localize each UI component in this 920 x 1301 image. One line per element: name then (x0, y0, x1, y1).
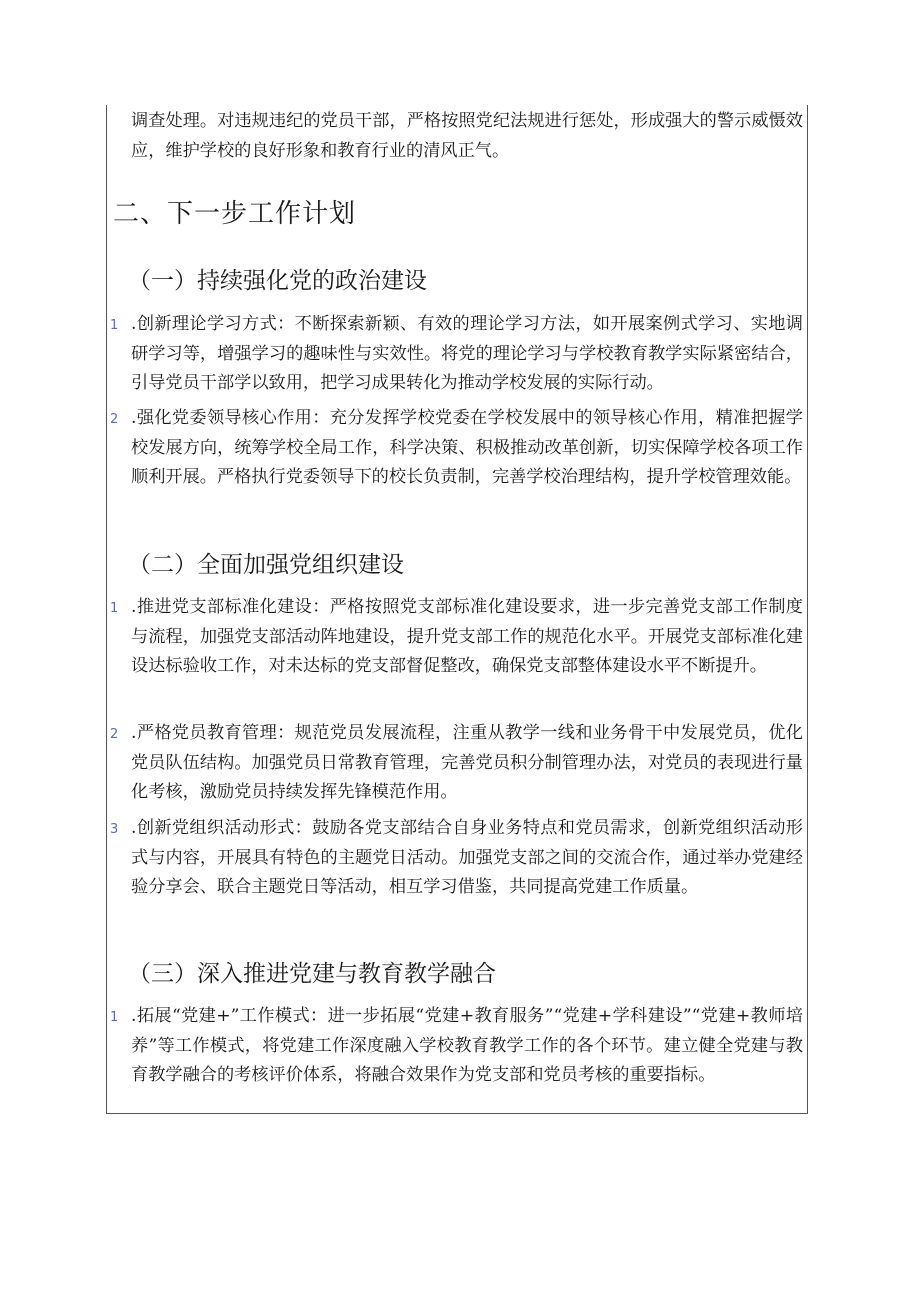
list-item: .严格党员教育管理：规范党员发展流程，注重从教学一线和业务骨干中发展党员，优化党员队伍结构。加强党员日常教育管理，完善党员积分制管理办法，对党员的表现进行量化考核，激励党员持续发挥先锋模范作用。 (131, 723, 803, 802)
item-number: 1 (110, 1010, 119, 1025)
top-paragraph: 调查处理。对违规违纪的党员干部，严格按照党纪法规进行惩处，形成强大的警示威慑效应，维护学校的良好形象和教育行业的清风正气。 (131, 111, 803, 161)
item-number: 1 (110, 318, 119, 333)
section-title: 二、下一步工作计划 (113, 199, 357, 229)
subsection-title-3: （三）深入推进党建与教育教学融合 (128, 961, 496, 987)
list-item: .推进党支部标准化建设：严格按照党支部标准化建设要求，进一步完善党支部工作制度与流程，加强党支部活动阵地建设，提升党支部工作的规范化水平。开展党支部标准化建设达标验收工作，对未达标的党支部督促整改，确保党支部整体建设水平不断提升。 (131, 597, 803, 676)
item-number: 3 (110, 822, 119, 837)
subsection-title-2: （二）全面加强党组织建设 (128, 552, 404, 578)
item-number: 2 (110, 727, 119, 742)
list-item: .强化党委领导核心作用：充分发挥学校党委在学校发展中的领导核心作用，精准把握学校发展方向，统筹学校全局工作，科学决策、积极推动改革创新，切实保障学校各项工作顺利开展。严格执行党委领导下的校长负责制，完善学校治理结构，提升学校管理效能。 (131, 408, 803, 487)
list-item: .拓展“党建+”工作模式：进一步拓展“党建+教育服务”“党建+学科建设”“党建+教师培养”等工作模式，将党建工作深度融入学校教育教学工作的各个环节。建立健全党建与教育教学融合的考核评价体系，将融合效果作为党支部和党员考核的重要指标。 (131, 1006, 803, 1085)
list-item: .创新理论学习方式：不断探索新颖、有效的理论学习方法，如开展案例式学习、实地调研学习等，增强学习的趣味性与实效性。将党的理论学习与学校教育教学实际紧密结合，引导党员干部学以致用，把学习成果转化为推动学校发展的实际行动。 (131, 314, 803, 393)
item-number: 1 (110, 601, 119, 616)
list-item: .创新党组织活动形式：鼓励各党支部结合自身业务特点和党员需求，创新党组织活动形式与内容，开展具有特色的主题党日活动。加强党支部之间的交流合作，通过举办党建经验分享会、联合主题党日等活动，相互学习借鉴，共同提高党建工作质量。 (131, 818, 803, 897)
item-number: 2 (110, 412, 119, 427)
subsection-title-1: （一）持续强化党的政治建设 (128, 268, 427, 294)
